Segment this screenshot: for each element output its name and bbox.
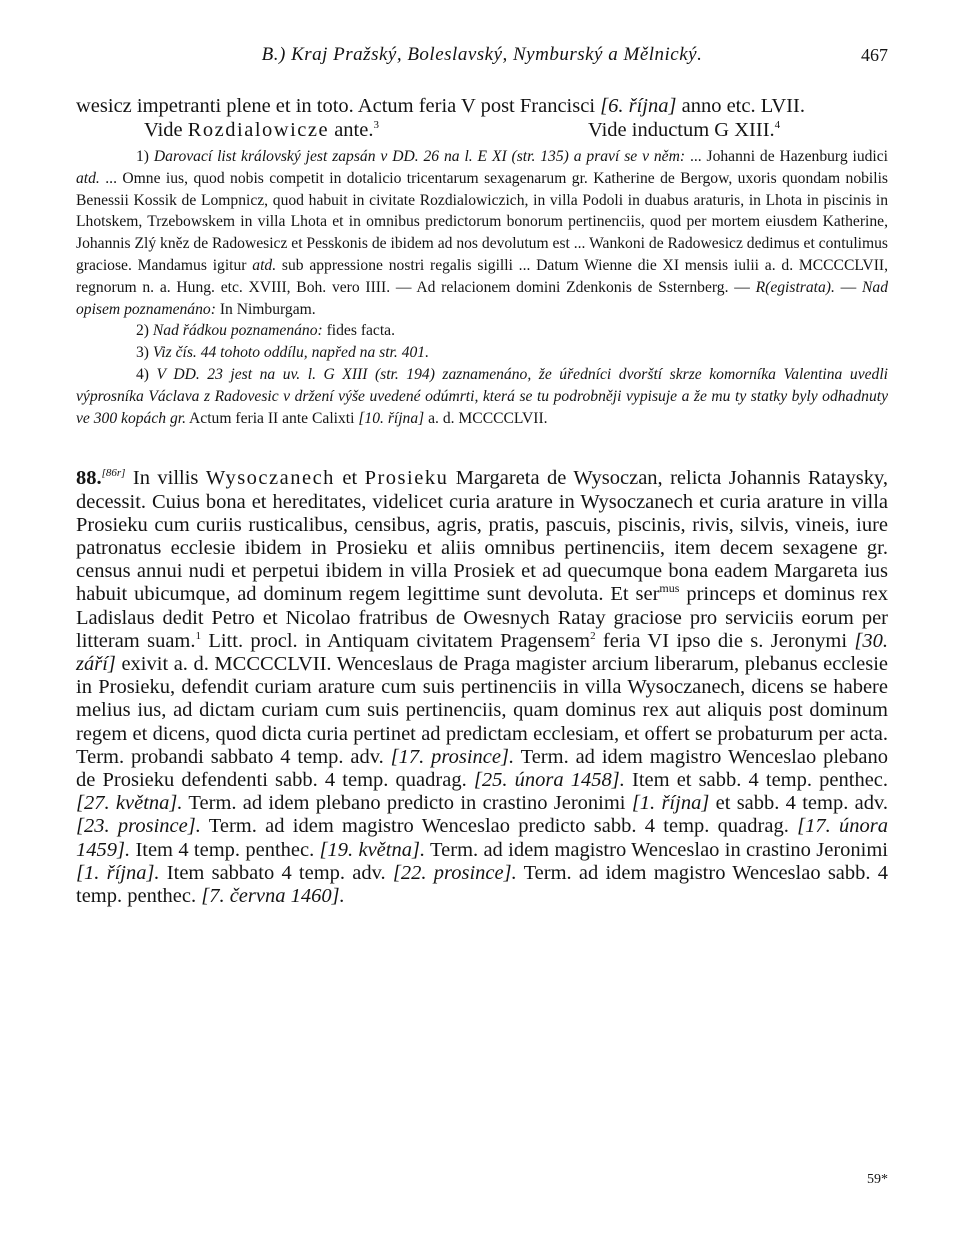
entry-text: exivit a. d. MCCCCLVII. Wenceslaus de Praga magister arcium liberarum, plebanus ecclesie in Prosieku, defendit curiam arature cum suis pertinenciis in villa Wysoczanech, dicens se habere melius ius, ad dictam curiam cum suis pertinenciis, quam dominus rex aut aliquis post dominum regem et dicens, quod dicta curia pertinet ad predictam ecclesiam, et offert se probaturum per acta. Term. probandi sabbato 4 temp. adv.: [76, 652, 889, 768]
page-number: 467: [861, 45, 888, 65]
running-header: [76, 44, 888, 78]
entry-text: Litt. procl. in Antiquam civitatem Pragensem: [208, 629, 591, 652]
vide-left: [144, 118, 379, 142]
date-note: [27. května].: [76, 792, 183, 815]
page: [76, 44, 889, 1187]
date-note: [25. února 1458].: [473, 769, 625, 791]
footnote-1-text-a: ... Johanni de Hazenburg iudici: [689, 148, 889, 165]
date-note: [22. prosince].: [392, 861, 517, 884]
date-note: [23. prosince].: [76, 815, 201, 838]
entry-text: feria VI ipso die s. Jeronymi: [602, 629, 848, 652]
vide-prefix: Vide: [144, 119, 183, 141]
footnote-1-end: In Nimburgam.: [219, 300, 316, 318]
date-note: [19. května].: [319, 838, 426, 861]
abbrev-sup: mus: [659, 581, 680, 596]
footnote-ref-3: 3: [373, 119, 379, 132]
entry-text: Item et sabb. 4 temp. penthec.: [632, 769, 889, 791]
footnote-1: [76, 146, 888, 320]
entry-text: In villis: [132, 467, 199, 490]
entry-text: Term. ad idem magistro Wenceslao in crastino Jeronimi: [430, 838, 888, 861]
folio-marker: [86r]: [101, 467, 126, 480]
footnote-1-registrata: R(egistrata).: [755, 278, 835, 296]
date-note: [1. října].: [76, 861, 160, 884]
intro-paragraph: [76, 94, 888, 118]
intro-text: wesicz impetranti plene et in toto. Actum feria V post Francisci: [76, 95, 596, 117]
footnote-marker: 4): [136, 365, 149, 383]
footnote-4: [76, 364, 888, 429]
footnote-2: [76, 320, 888, 342]
entry-text: Term. ad idem magistro Wenceslao plebano de Prosieku defendenti sabb. 4 temp. quadrag.: [76, 745, 888, 791]
date-note: [17. prosince].: [390, 745, 515, 768]
place-name: Prosieku: [364, 467, 449, 490]
footnote-4-date: [10. října]: [358, 409, 425, 427]
intro-date: [6. října]: [600, 95, 677, 117]
footnote-ref-2: 2: [590, 629, 596, 642]
footnote-marker: 1): [136, 148, 149, 165]
date-note: [1. října]: [631, 792, 710, 815]
footnote-4-text: Actum feria II ante Calixti: [189, 409, 355, 427]
footnote-2-italic: Nad řádkou poznamenáno:: [152, 322, 323, 340]
vide-suffix: ante.: [334, 119, 374, 141]
entry-text: et: [342, 467, 358, 490]
entry-text: Term. ad idem magistro Wenceslao sabb. 4 temp. penthec.: [76, 861, 889, 908]
date-note: [17. února 1459].: [76, 815, 888, 861]
footnote-4-end: a. d. MCCCCLVII.: [428, 409, 548, 427]
footnote-1-text-c: sub appressione nostri regalis sigilli ... Datum Wienne die XI mensis iulii a. d. MCCCCLVII, regnorum n. a. Hung. etc. XVIII, Boh. vero IIII. — Ad relacionem domini Zdenkonis de Ssternberg. —: [76, 256, 888, 296]
footnote-1-text-b: ... Omne ius, quod nobis competit in dotalicio tricentarum sexagenarum gr. Katherine de Bergow, uxoris quondam nobilis Benessii Kossik de Lompnicz, quod habuit in civitate Rozdialowiczich, in villa Podoli in duabus araturis, in Lhota in piscinis in Lhotskem, Trzebowskem in villa Lhota et in omnibus predictorum bonorum pertinenciis, quod per mortem eiusdem Katherine, Johannis Zlý kněz de Radowesicz et Pesskonis de ibidem ad nos devolutum est ... Wankoni de Radowesicz dedimus et contulimus graciose. Mandamus igitur: [76, 169, 888, 274]
cross-references: [76, 118, 888, 144]
entry-text: Item 4 temp. penthec.: [135, 838, 315, 861]
footnote-ref-1: 1: [195, 629, 201, 642]
date-note: [30. září]: [76, 629, 888, 675]
place-name: Wysoczanech: [205, 467, 335, 490]
vide-inductum: Vide inductum G XIII.: [588, 119, 775, 141]
footnote-1-dash: —: [840, 278, 857, 296]
date-note: [7. června 1460].: [201, 885, 345, 908]
footnote-1-intro: Darovací list královský jest zapsán v DD. 26 na l. E XI (str. 135) a praví se v něm:: [153, 148, 686, 165]
vide-right: [588, 118, 780, 142]
footnote-3-text: Viz čís. 44 tohoto oddílu, napřed na str. 401.: [152, 344, 429, 362]
entry-text: Term. ad idem plebano predicto in crastino Jeronimi: [188, 792, 626, 815]
footnote-4-italic: V DD. 23 jest na uv. l. G XIII (str. 194) zaznamenáno, že úředníci dvorští skrze komorníka Valentina uvedli výprosníka Václava z Radovesic v držení výše uvedené odúmrti, která se tu podrobněji vypisuje a že mu ty statky byly odhadnuty ve 300 kopách gr.: [76, 365, 888, 427]
footnote-2-text: fides facta.: [326, 322, 396, 340]
intro-tail: anno etc. LVII.: [681, 95, 805, 117]
signature-mark: 59*: [867, 1172, 888, 1187]
entry-88: [76, 467, 888, 908]
footnote-marker: 2): [136, 322, 149, 340]
entry-text: Item sabbato 4 temp. adv.: [166, 861, 386, 884]
header-title: B.) Kraj Pražský, Boleslavský, Nymburský a Mělnický.: [261, 44, 703, 65]
vide-place: Rozdialowicze: [187, 119, 330, 141]
entry-number: 88.: [76, 467, 102, 490]
footnote-1-atd-2: atd.: [252, 256, 277, 274]
entry-text: et sabb. 4 temp. adv.: [715, 792, 889, 815]
entry-text: Margareta de Wysoczan, relicta Johannis Rataysky, decessit. Cuius bona et hereditates, videlicet curia arature in Wysoczanech et curia arature in villa Prosieku cum curiis rusticalibus, censibus, agris, pratis, pascuis, piscinis, rivis, silvis, vineis, iure patronatus ecclesie ibidem in Prosieku et aliis omnibus pertinenciis, item decem sexagene gr. census annui nudi et perpetui ibidem in villa Prosiek et ad quecumque bona eadem Margareta ius habuit ubicumque, ad dominum regem legittime sunt devoluta. Et ser: [76, 467, 888, 606]
footnote-1-note: Nad opisem poznamenáno:: [76, 278, 888, 318]
footnote-ref-4: 4: [774, 119, 781, 132]
entry-text: Term. ad idem magistro Wenceslao predicto sabb. 4 temp. quadrag.: [208, 815, 789, 838]
entry-text: princeps et dominus rex Ladislaus dedit Petro et Nicolao fratribus de Owesnych Ratay graciose pro serviciis eorum per litteram suam.: [76, 583, 889, 652]
footnote-marker: 3): [136, 344, 149, 362]
footnote-3: [76, 342, 888, 364]
footnote-1-atd: atd.: [76, 169, 100, 187]
footnotes: [76, 146, 888, 429]
